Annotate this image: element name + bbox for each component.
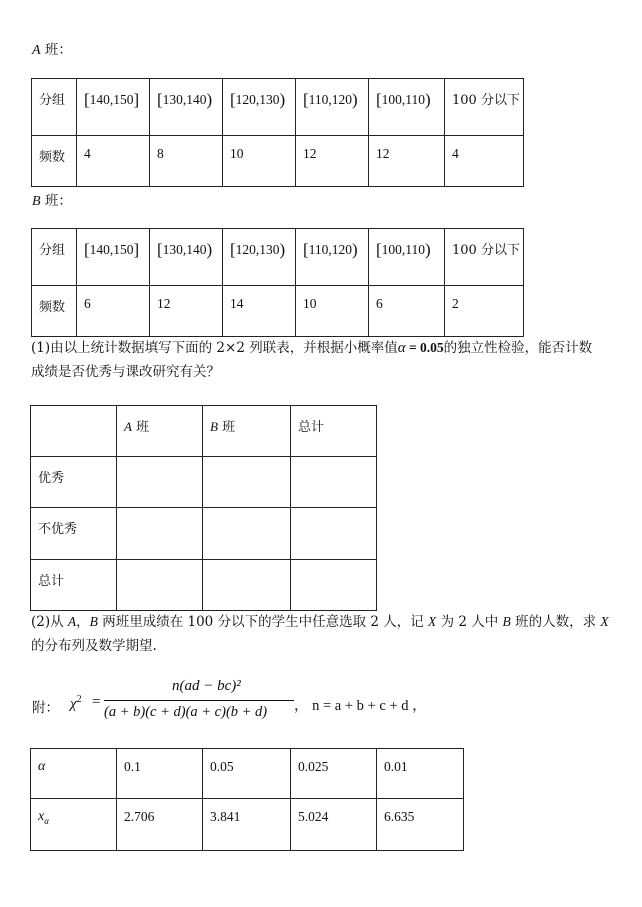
critical-alpha-cell: 0.1: [117, 749, 203, 799]
class-b-group-cell: [140,150]: [77, 229, 150, 286]
contingency-input-cell[interactable]: [203, 457, 291, 508]
question-1-line-1: (1)由以上统计数据填写下面的 2×2 列联表，并根据小概率值α = 0.05的独立性检验，能否计数: [31, 340, 593, 356]
critical-alpha-row: [31, 749, 464, 799]
contingency-input-cell[interactable]: [291, 457, 377, 508]
class-a-letter: A: [32, 43, 41, 58]
critical-x-cell: 2.706: [117, 799, 203, 851]
contingency-input-cell[interactable]: [117, 560, 203, 611]
contingency-input-cell[interactable]: [117, 508, 203, 560]
question-1: [31, 336, 616, 384]
class-a-freq-cell: 12: [369, 136, 445, 187]
critical-x-header: $x_\alpha$: [31, 799, 117, 851]
critical-x-row: [31, 799, 464, 851]
class-a-group-cell: [130,140): [150, 79, 223, 136]
class-b-freq-header: 频数: [32, 286, 77, 337]
contingency-input-cell[interactable]: [203, 560, 291, 611]
contingency-row-label: 总计: [31, 560, 117, 611]
class-a-group-cell: 100 分以下: [445, 79, 524, 136]
question-2: [31, 610, 616, 658]
chi-square-formula: [32, 672, 452, 728]
contingency-table: [30, 405, 377, 611]
class-b-group-cell: 100 分以下: [445, 229, 524, 286]
class-a-freq-cell: 10: [223, 136, 296, 187]
class-b-freq-cell: 10: [296, 286, 369, 337]
contingency-header-row: [31, 406, 377, 457]
critical-x-cell: 3.841: [203, 799, 291, 851]
contingency-row-label: 优秀: [31, 457, 117, 508]
class-a-group-row: [32, 79, 524, 136]
formula-denominator: (a + b)(c + d)(a + c)(b + d): [104, 704, 268, 720]
critical-value-table: [30, 748, 464, 851]
class-b-group-cell: [100,110): [369, 229, 445, 286]
class-b-group-cell: [130,140): [150, 229, 223, 286]
class-a-label: [32, 38, 72, 59]
contingency-header-cell: B 班: [203, 406, 291, 457]
class-a-group-cell: [140,150]: [77, 79, 150, 136]
critical-alpha-cell: 0.01: [377, 749, 464, 799]
class-a-freq-row: [32, 136, 524, 187]
class-a-freq-cell: 4: [445, 136, 524, 187]
contingency-row: [31, 508, 377, 560]
class-a-label-text: 班：: [40, 42, 72, 58]
class-a-group-cell: [100,110): [369, 79, 445, 136]
class-b-label-text: 班：: [40, 193, 72, 209]
class-b-freq-cell: 6: [369, 286, 445, 337]
contingency-header-cell: 总计: [291, 406, 377, 457]
class-b-group-row: [32, 229, 524, 286]
class-b-freq-cell: 2: [445, 286, 524, 337]
formula-fraction-bar: [104, 700, 294, 701]
contingency-header-cell: A 班: [117, 406, 203, 457]
formula-n-definition: ， n = a + b + c + d ，: [294, 698, 427, 714]
critical-alpha-cell: 0.025: [291, 749, 377, 799]
class-a-freq-cell: 8: [150, 136, 223, 187]
class-b-table: [31, 228, 524, 337]
formula-numerator: n(ad − bc)²: [172, 678, 241, 694]
class-a-freq-header: 频数: [32, 136, 77, 187]
class-a-freq-cell: 4: [77, 136, 150, 187]
contingency-input-cell[interactable]: [117, 457, 203, 508]
class-b-freq-cell: 12: [150, 286, 223, 337]
contingency-input-cell[interactable]: [291, 508, 377, 560]
class-b-freq-row: [32, 286, 524, 337]
class-a-group-cell: [110,120): [296, 79, 369, 136]
question-1-line-2: 成绩是否优秀与课改研究有关？: [31, 364, 220, 380]
contingency-row-label: 不优秀: [31, 508, 117, 560]
class-b-group-header: 分组: [32, 229, 77, 286]
critical-x-cell: 6.635: [377, 799, 464, 851]
class-a-table: [31, 78, 524, 187]
contingency-input-cell[interactable]: [291, 560, 377, 611]
class-b-group-cell: [110,120): [296, 229, 369, 286]
class-b-freq-cell: 6: [77, 286, 150, 337]
contingency-row: [31, 560, 377, 611]
contingency-corner-cell: [31, 406, 117, 457]
critical-alpha-cell: 0.05: [203, 749, 291, 799]
question-2-line-2: 的分布列及数学期望.: [31, 638, 157, 654]
critical-alpha-header: α: [31, 749, 117, 799]
formula-label: 附：: [32, 700, 59, 716]
contingency-input-cell[interactable]: [203, 508, 291, 560]
class-b-label: [32, 189, 72, 210]
contingency-row: [31, 457, 377, 508]
class-b-group-cell: [120,130): [223, 229, 296, 286]
class-b-freq-cell: 14: [223, 286, 296, 337]
formula-equals: =: [92, 694, 101, 710]
class-b-letter: B: [32, 194, 41, 209]
class-a-group-cell: [120,130): [223, 79, 296, 136]
critical-x-cell: 5.024: [291, 799, 377, 851]
class-a-group-header: 分组: [32, 79, 77, 136]
question-2-line-1: (2)从 A，B 两班里成绩在 100 分以下的学生中任意选取 2 人，记 X 为 2 人中 B 班的人数，求 X: [31, 614, 609, 630]
formula-chi: $\chi^2$: [70, 694, 82, 712]
class-a-freq-cell: 12: [296, 136, 369, 187]
